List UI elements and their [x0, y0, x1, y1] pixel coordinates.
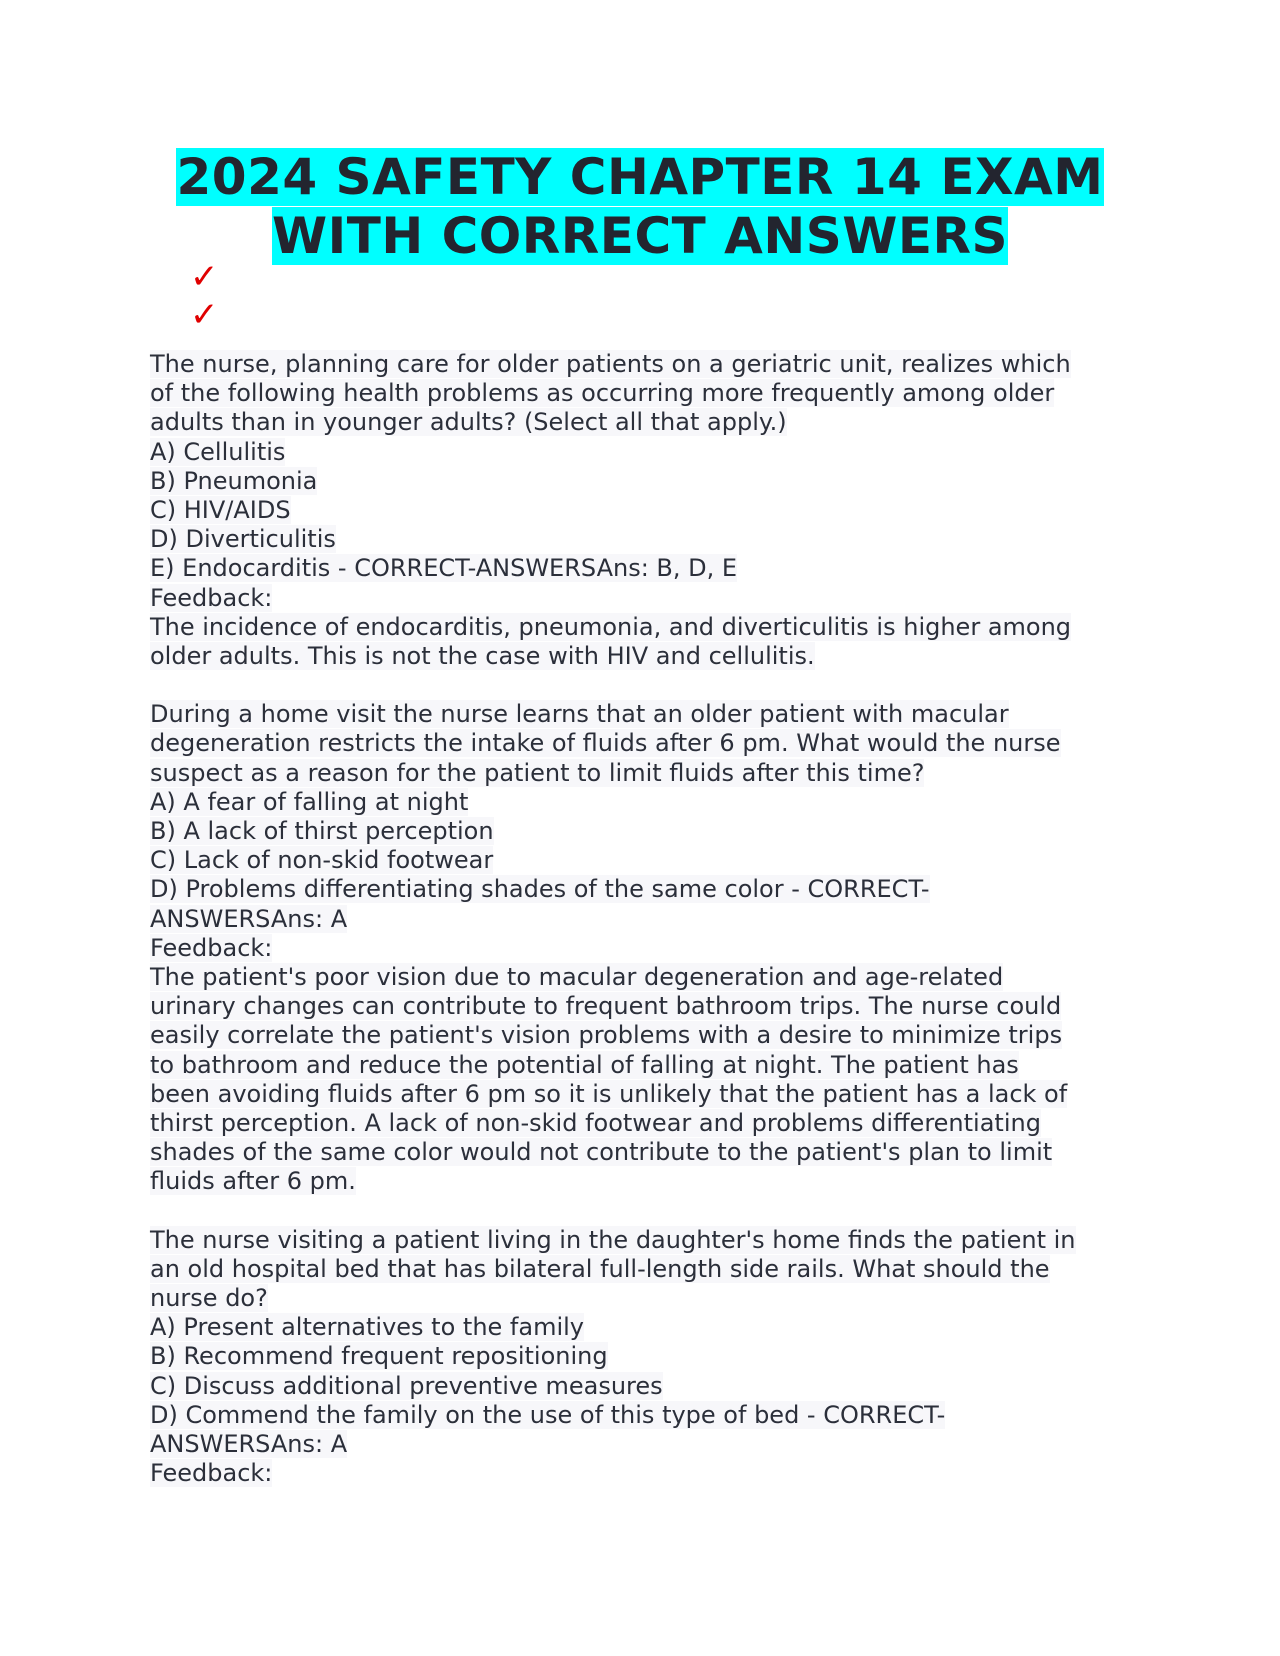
text-line	[150, 1109, 1130, 1138]
text-line-content: thirst perception. A lack of non-skid footwear and problems differentiating	[150, 1108, 1041, 1137]
text-line	[150, 1284, 1130, 1313]
text-line-content: The incidence of endocarditis, pneumonia, and diverticulitis is higher among	[150, 612, 1072, 641]
text-line	[150, 1255, 1130, 1284]
text-line-content: degeneration restricts the intake of fluids after 6 pm. What would the nurse	[150, 729, 1061, 758]
text-line	[150, 1226, 1130, 1255]
text-line	[150, 934, 1130, 963]
question-list	[150, 350, 1130, 1488]
text-line-content: of the following health problems as occurring more frequently among older	[150, 379, 1055, 408]
text-line	[150, 613, 1130, 642]
text-line	[150, 1372, 1130, 1401]
title-line-2: WITH CORRECT ANSWERS	[271, 207, 1009, 265]
text-line-content: Feedback:	[150, 583, 273, 612]
text-line-content: B) Recommend frequent repositioning	[150, 1342, 608, 1371]
title-line-1: 2024 SAFETY CHAPTER 14 EXAM	[176, 148, 1104, 206]
text-line-content: The nurse visiting a patient living in the daughter's home finds the patient in	[150, 1225, 1076, 1254]
checkmark-icon: ✓	[190, 257, 219, 297]
text-line-content: E) Endocarditis - CORRECT-ANSWERSAns: B, D, E	[150, 554, 738, 583]
text-line-content: The patient's poor vision due to macular degeneration and age-related	[150, 962, 1004, 991]
text-line-content: B) Pneumonia	[150, 466, 318, 495]
text-line	[150, 1080, 1130, 1109]
text-line	[150, 554, 1130, 583]
text-line-content: ANSWERSAns: A	[150, 1429, 348, 1458]
text-line-content: D) Problems differentiating shades of the same color - CORRECT-	[150, 875, 930, 904]
checkmark-group	[190, 258, 250, 334]
question-block	[150, 700, 1130, 1196]
text-line-content: suspect as a reason for the patient to limit fluids after this time?	[150, 758, 925, 787]
text-line	[150, 992, 1130, 1021]
text-line-content: C) Discuss additional preventive measures	[150, 1371, 663, 1400]
question-block	[150, 1226, 1130, 1489]
checkmark-icon: ✓	[190, 295, 219, 335]
text-line	[150, 905, 1130, 934]
text-line	[150, 1138, 1130, 1167]
text-line	[150, 1021, 1130, 1050]
text-line	[150, 1051, 1130, 1080]
text-line	[150, 584, 1130, 613]
text-line-content: D) Diverticulitis	[150, 525, 336, 554]
text-line-content: The nurse, planning care for older patients on a geriatric unit, realizes which	[150, 350, 1071, 378]
text-line-content: C) Lack of non-skid footwear	[150, 846, 494, 875]
document-title	[150, 148, 1130, 266]
text-line	[150, 438, 1130, 467]
text-line	[150, 846, 1130, 875]
text-line	[150, 1430, 1130, 1459]
text-line	[150, 1401, 1130, 1430]
text-line-content: D) Commend the family on the use of this type of bed - CORRECT-	[150, 1400, 946, 1429]
text-line	[150, 788, 1130, 817]
text-line-content: Feedback:	[150, 1459, 273, 1488]
text-line-content: Feedback:	[150, 933, 273, 962]
text-line-content: older adults. This is not the case with HIV and cellulitis.	[150, 641, 815, 670]
text-line-content: A) Cellulitis	[150, 437, 286, 466]
text-line	[150, 963, 1130, 992]
text-line-content: shades of the same color would not contribute to the patient's plan to limit	[150, 1138, 1053, 1167]
text-line	[150, 379, 1130, 408]
text-line	[150, 1459, 1130, 1488]
text-line-content: fluids after 6 pm.	[150, 1167, 356, 1196]
text-line	[150, 525, 1130, 554]
text-line	[150, 817, 1130, 846]
text-line-content: easily correlate the patient's vision problems with a desire to minimize trips	[150, 1021, 1063, 1050]
text-line	[150, 467, 1130, 496]
text-line-content: A) A fear of falling at night	[150, 787, 469, 816]
text-line	[150, 875, 1130, 904]
text-line-content: urinary changes can contribute to frequent bathroom trips. The nurse could	[150, 992, 1062, 1021]
text-line	[150, 496, 1130, 525]
text-line-content: A) Present alternatives to the family	[150, 1313, 584, 1342]
text-line	[150, 350, 1130, 379]
text-line-content: to bathroom and reduce the potential of falling at night. The patient has	[150, 1050, 1019, 1079]
text-line-content: B) A lack of thirst perception	[150, 817, 494, 845]
text-line	[150, 700, 1130, 729]
text-line	[150, 1342, 1130, 1371]
text-line	[150, 408, 1130, 437]
text-line	[150, 759, 1130, 788]
text-line-content: During a home visit the nurse learns that an older patient with macular	[150, 700, 1009, 729]
text-line	[150, 729, 1130, 758]
text-line	[150, 1313, 1130, 1342]
text-line	[150, 642, 1130, 671]
text-line-content: nurse do?	[150, 1284, 268, 1312]
text-line-content: been avoiding fluids after 6 pm so it is unlikely that the patient has a lack of	[150, 1079, 1068, 1108]
question-spacer	[150, 1196, 1130, 1225]
text-line-content: ANSWERSAns: A	[150, 904, 348, 933]
text-line-content: C) HIV/AIDS	[150, 495, 291, 524]
question-block	[150, 350, 1130, 671]
text-line-content: adults than in younger adults? (Select all that apply.)	[150, 408, 787, 437]
question-spacer	[150, 671, 1130, 700]
text-line-content: an old hospital bed that has bilateral full-length side rails. What should the	[150, 1254, 1050, 1283]
text-line	[150, 1167, 1130, 1196]
